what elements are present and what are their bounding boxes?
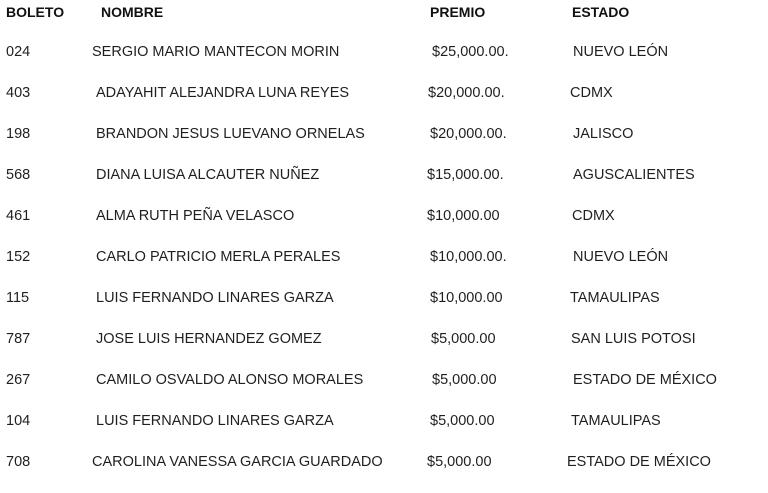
cell-boleto: 104 [6, 413, 31, 429]
cell-boleto: 198 [6, 126, 31, 142]
table-row [0, 124, 768, 165]
table-row [0, 206, 768, 247]
cell-nombre: LUIS FERNANDO LINARES GARZA [96, 413, 334, 429]
cell-boleto: 568 [6, 167, 31, 183]
table-row [0, 288, 768, 329]
cell-estado: NUEVO LEÓN [573, 249, 669, 265]
cell-premio: $5,000.00 [427, 454, 492, 470]
cell-estado: ESTADO DE MÉXICO [567, 454, 711, 470]
header-boleto: BOLETO [6, 4, 65, 20]
cell-nombre: DIANA LUISA ALCAUTER NUÑEZ [96, 167, 320, 183]
cell-boleto: 461 [6, 208, 31, 224]
cell-boleto: 115 [6, 290, 30, 306]
cell-nombre: ADAYAHIT ALEJANDRA LUNA REYES [96, 85, 350, 101]
table-row [0, 329, 768, 370]
cell-premio: $20,000.00. [428, 85, 505, 101]
cell-estado: SAN LUIS POTOSI [571, 331, 696, 347]
cell-nombre: LUIS FERNANDO LINARES GARZA [96, 290, 334, 306]
header-estado: ESTADO [572, 4, 630, 20]
table-body [0, 42, 768, 493]
table-row [0, 370, 768, 411]
cell-boleto: 403 [6, 85, 31, 101]
cell-premio: $5,000.00 [432, 372, 497, 388]
cell-premio: $5,000.00 [431, 331, 496, 347]
cell-nombre: BRANDON JESUS LUEVANO ORNELAS [96, 126, 365, 142]
table-row [0, 165, 768, 206]
cell-nombre: JOSE LUIS HERNANDEZ GOMEZ [96, 331, 322, 347]
cell-boleto: 708 [6, 454, 31, 470]
cell-estado: ESTADO DE MÉXICO [573, 372, 717, 388]
cell-premio: $5,000.00 [430, 413, 495, 429]
cell-boleto: 024 [6, 44, 31, 60]
header-nombre: NOMBRE [101, 4, 164, 20]
cell-estado: CDMX [570, 85, 613, 101]
cell-estado: NUEVO LEÓN [573, 44, 669, 60]
table-row [0, 42, 768, 83]
cell-estado: TAMAULIPAS [571, 413, 661, 429]
table-row [0, 83, 768, 124]
cell-premio: $15,000.00. [427, 167, 504, 183]
cell-estado: AGUSCALIENTES [573, 167, 695, 183]
cell-premio: $20,000.00. [430, 126, 507, 142]
cell-estado: JALISCO [573, 126, 634, 142]
cell-premio: $10,000.00 [430, 290, 503, 306]
cell-estado: CDMX [572, 208, 615, 224]
cell-nombre: CAMILO OSVALDO ALONSO MORALES [96, 372, 364, 388]
cell-boleto: 787 [6, 331, 31, 347]
cell-premio: $10,000.00 [427, 208, 500, 224]
table-row [0, 452, 768, 493]
cell-estado: TAMAULIPAS [570, 290, 660, 306]
header-premio: PREMIO [430, 4, 486, 20]
table-row [0, 411, 768, 452]
cell-premio: $10,000.00. [430, 249, 507, 265]
cell-premio: $25,000.00. [432, 44, 509, 60]
cell-boleto: 267 [6, 372, 31, 388]
cell-boleto: 152 [6, 249, 31, 265]
table-header [0, 3, 768, 23]
table-row [0, 247, 768, 288]
cell-nombre: CAROLINA VANESSA GARCIA GUARDADO [92, 454, 383, 470]
cell-nombre: ALMA RUTH PEÑA VELASCO [96, 208, 295, 224]
cell-nombre: SERGIO MARIO MANTECON MORIN [92, 44, 340, 60]
cell-nombre: CARLO PATRICIO MERLA PERALES [96, 249, 341, 265]
